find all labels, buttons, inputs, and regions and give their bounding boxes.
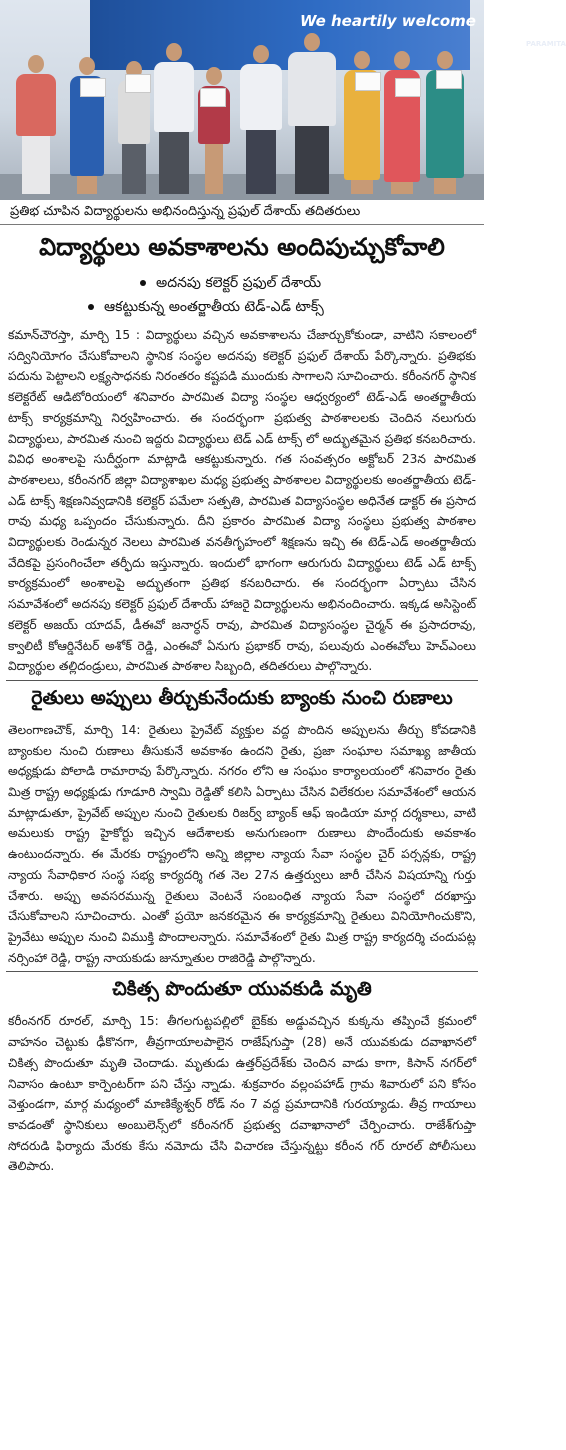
person-figure: [240, 45, 282, 194]
story-body: తెలంగాణచౌక్, మార్చి 14: రైతులు ప్రైవేట్ వ్యక్తుల వద్ద పొందిన అప్పులను తీర్చు కోవడానికి బ్యాంకుల నుంచి రుణాలు తీసుకునే అవకాశం ఉందని రైతు, ప్రజా సంఘాల సమాఖ్య జాతీయ అధ్యక్షుడు పోలాడి రామారావు పేర్కొన్నారు. నగరం లోని ఆ సంఘం కార్యాలయంలో శనివారం రైతు మిత్ర రాష్ట్ర అధ్యక్షుడు గూడూరి స్వామి రెడ్డితో కలిసి ఏర్పాటు చేసిన విలేకరుల సమావేశంలో ఆయన మాట్లాడుతూ, ప్రైవేట్ అప్పుల నుంచి రైతులకు రిజర్వ్ బ్యాంక్ ఆఫ్ ఇండియా మార్గ దర్శకాలు, వాటి అమలుకు రాష్ట్ర హైకోర్టు ఇచ్చిన ఆదేశాలకు అనుగుణంగా రుణాలు పొందేందుకు అవకాశం ఉంటుందన్నారు. ఈ మేరకు రాష్ట్రంలోని అన్ని జిల్లాల న్యాయ సేవా సంస్థల చైర్ పర్సన్లకు, రాష్ట్ర న్యాయ సేవాధికార సంస్థ సభ్య కార్యదర్శి గత నెల 27న ఉత్తర్వులు జారీ చేసిన విషయాన్ని గుర్తు చేశారు. అప్పు అవసరమున్న రైతులు వెంటనే సంబంధిత న్యాయ సేవా సంస్థలో దరఖాస్తు చేసుకోవాలని సూచించారు. ఎంతో ప్రయో జనకరమైన ఈ కార్యక్రమాన్ని రైతులు వినియోగించుకొని, ప్రైవేటు అప్పుల నుంచి విముక్తి పొందాలన్నారు. సమావేశంలో రైతు మిత్ర రాష్ట్ర కార్యదర్శి చందుపట్ల నర్సింహా రెడ్డి, రాష్ట్ర నాయకుడు జున్నూతుల రాజిరెడ్డి పాల్గొన్నారు.: [8, 722, 476, 965]
bullet-dot-icon: [140, 280, 146, 286]
story-headline: చికిత్స పొందుతూ యువకుడి మృతి: [112, 978, 372, 1001]
person-figure: [384, 51, 420, 194]
certificate: [355, 72, 381, 91]
banner-sub: PARAMITA: [526, 40, 566, 48]
story-body: కమాన్‌చౌరస్తా, మార్చి 15 : విద్యార్థులు వచ్చిన అవకాశాలను చేజార్చుకోకుండా, వాటిని సకాలంలో సద్వినియోగం చేసుకోవాలని స్థానిక సంస్థల అదనపు కలెక్టర్ ప్రఫుల్ దేశాయ్ పేర్కొన్నారు. ప్రతిభకు పదును పెట్టాలని లక్ష్యసాధనకు నిరంతరం కష్టపడి ముందుకు సాగాలని సూచించారు. కరీంనగర్ స్థానిక కలెక్టరేట్ ఆడిటోరియంలో శనివారం పారమిత విద్యా సంస్థల ఆధ్వర్యంలో టెడ్-ఎడ్ అంతర్జాతీయ టాక్స్ కార్యక్రమాన్ని నిర్వహించారు. ఈ సందర్భంగా ప్రభుత్వ పాఠశాలలకు చెందిన నలుగురు విద్యార్థులు, పారమిత నుంచి ఇద్దరు విద్యార్థులు టెడ్ ఎడ్ టాక్స్ లో అద్భుతమైన ప్రతిభ కనబరిచారు. వివిధ అంశాలపై సుదీర్ఘంగా మాట్లాడి ఆకట్టుకున్నారు. గత సంవత్సరం అక్టోబర్ 23న పారమిత పాఠశాలలు, కరీంనగర్ జిల్లా విద్యాశాఖల మధ్య ప్రభుత్వ పాఠశాలల విద్యార్థులకు అంతర్జాతీయ టెడ్-ఎడ్ టాక్స్ శిక్షణనివ్వడానికి కలెక్టర్ పమేలా సత్పతి, పారమిత విద్యాసంస్థల అధినేత డాక్టర్ ఈ ప్రసాద రావు మధ్య ఒప్పందం చేసుకున్నారు. దీని ప్రకారం పారమిత విద్యా సంస్థలు ప్రభుత్వ పాఠశాల విద్యార్థులకు రెండున్నర నెలలు పారమిత వనతీగృహంలో శిక్షణను ఇచ్చి ఈ టెడ్-ఎడ్ అంతర్జాతీయ వేదికపై ప్రసంగించేలా తర్ఫీదు ఇస్తున్నారు. ఇందులో భాగంగా ఆరుగురు విద్యార్థులు టెడ్ ఎడ్ టాక్స్ కార్యక్రమంలో అంశాలపై అద్భుతంగా ప్రతిభ కనబరిచారు. ఈ సందర్భంగా ఏర్పాటు చేసిన సమావేశంలో అదనపు కలెక్టర్ ప్రఫుల్ దేశాయ్ హాజరై విద్యార్థులను అభినందించారు. ఇక్కడ అసిస్టెంట్ కలెక్టర్ అజయ్ యాదవ్, డీఈవో జనార్ధన్ రావు, పారమిత విద్యాసంస్థల చైర్మన్ ఈ ప్రసాదరావు, క్వాలిటీ కోఆర్డినేటర్ అశోక్ రెడ్డి, ఎంఈవో ఏనుగు ప్రభాకర్ రావు, పలువురు ఎంఈవోలు హెచ్‌ఎంలు విద్యార్థుల తల్లిదండ్రులు, పారమిత పాఠశాల సిబ్బంది, తదితరులు పాల్గొన్నారు.: [8, 328, 476, 674]
divider: [6, 971, 478, 972]
bullet-text: ఆకట్టుకున్న అంతర్జాతీయ టెడ్-ఎడ్ టాక్స్: [104, 299, 324, 315]
banner-welcome-text: We heartily welcome: [300, 12, 476, 30]
story-bullets: [0, 271, 484, 319]
banner-brand: TEDx Talks: [492, 2, 518, 22]
news-photo: [0, 0, 566, 200]
certificate: [436, 70, 462, 89]
person-figure: [198, 67, 230, 194]
certificate: [125, 74, 151, 93]
photo-caption: ప్రతిభ చూపిన విద్యార్థులను అభినందిస్తున్న ప్రఫుల్ దేశాయ్ తదితరులు: [0, 200, 484, 225]
certificate: [395, 78, 421, 97]
bullet-dot-icon: [88, 304, 94, 310]
bullet-item: [0, 295, 484, 319]
person-figure: [288, 33, 336, 194]
divider: [6, 680, 478, 681]
person-figure: [16, 55, 56, 194]
bullet-text: అదనపు కలెక్టర్ ప్రఫుల్ దేశాయ్: [156, 275, 322, 291]
bullet-item: [0, 271, 484, 295]
story-body: కరీంనగర్ రూరల్, మార్చి 15: తీగలగుట్టపల్లిలో బైక్‌కు అడ్డువచ్చిన కుక్కను తప్పించే క్రమంలో వాహనం చెట్టుకు ఢీకొనగా, తీవ్రగాయాలపాలైన రాజేష్‌గుప్తా (28) అనే యువకుడు దవాఖానలో చికిత్స పొందుతూ మృతి చెందాడు. మృతుడు ఉత్తర్‌ప్రదేశ్‌కు చెందిన వాడు కాగా, కిసాన్ నగర్‌లో నివాసం ఉంటూ కార్పెంటర్‌గా పని చేస్తు న్నాడు. శుక్రవారం వల్లంపహాడ్ గ్రామ శివారులో పని కోసం వెళ్తుండగా, మార్గ మధ్యంలో మాణిక్యేశ్వర్ రోడ్ నం 7 వద్ద ప్రమాదానికి గురయ్యాడు. తీవ్ర గాయాలు కావడంతో స్థానికులు అంబులెన్స్‌లో కరీంనగర్ ప్రభుత్వ దవాఖానాలో చేర్పించారు. రాజేశ్‌గుప్తా సోదరుడి ఫిర్యాదు మేరకు కేసు నమోదు చేసి విచారణ చేస్తున్నట్టు కరీంన గర్ రూరల్ పోలీసులు తెలిపారు.: [8, 1014, 476, 1174]
person-figure: [154, 43, 194, 194]
certificate: [200, 88, 226, 107]
certificate: [80, 78, 106, 97]
story-headline: రైతులు అప్పులు తీర్చుకునేందుకు బ్యాంకు నుంచి రుణాలు: [31, 686, 453, 709]
story-headline: విద్యార్థులు అవకాశాలను అందిపుచ్చుకోవాలి: [39, 233, 445, 261]
